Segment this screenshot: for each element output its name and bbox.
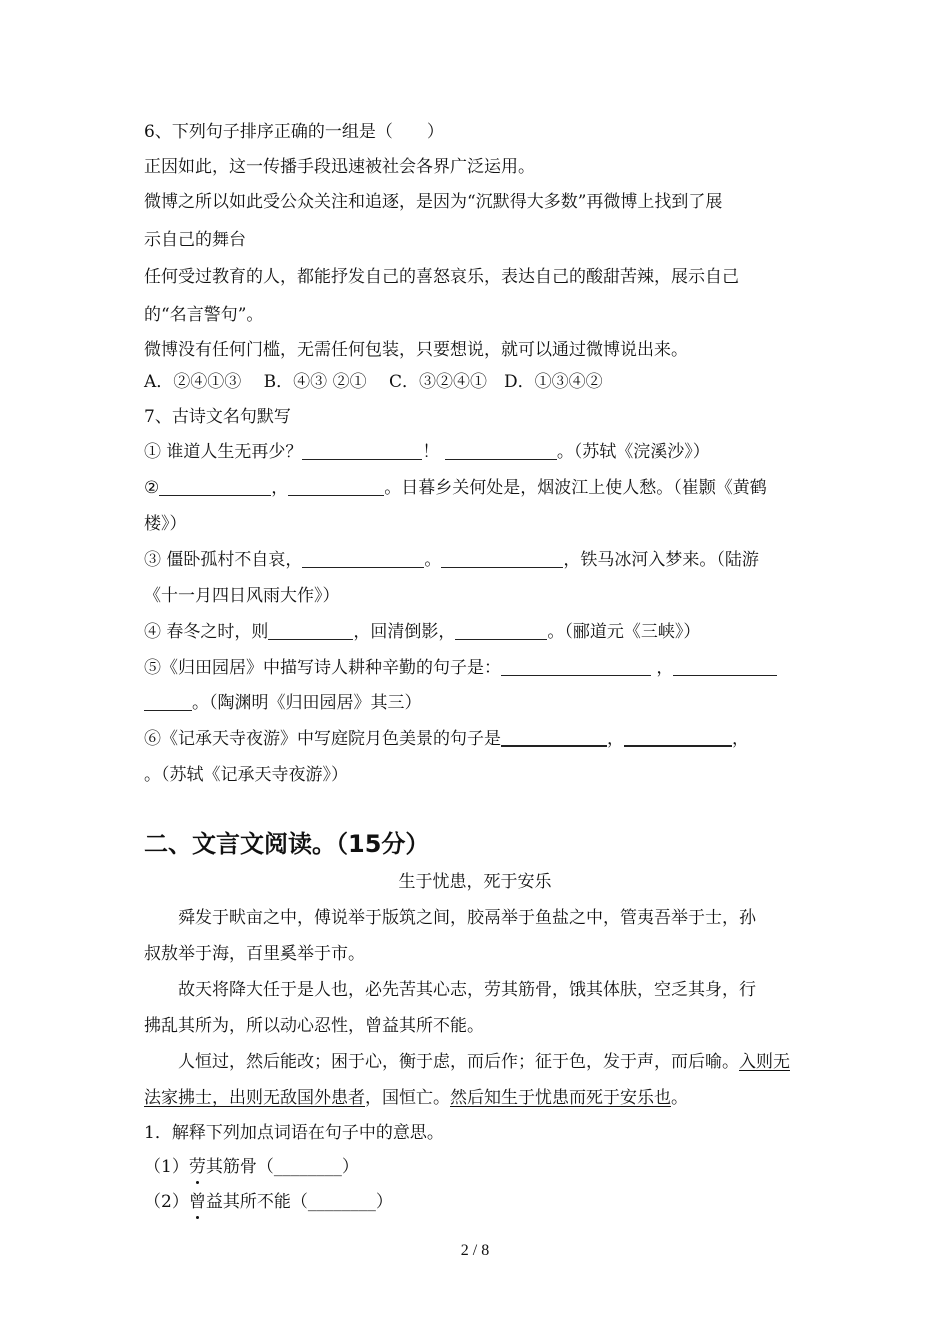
underlined-sentence: 入则无 [739, 1052, 790, 1072]
q7-item-4 [144, 620, 700, 644]
underlined-sentence-2: 然后知生于忧患而死于安乐也 [450, 1088, 671, 1108]
q7-item-3-text-2: ，铁马冰河入梦来。（陆游 [563, 550, 759, 570]
answer-blank[interactable] [445, 441, 557, 460]
answer-blank[interactable] [501, 657, 651, 676]
dotted-word: 曾 [188, 1192, 206, 1212]
passage-title: 生于忧患，死于安乐 [398, 872, 552, 892]
passage-p2-line1: 故天将降大任于是人也，必先苦其心志，劳其筋骨，饿其体肤，空乏其身，行 [178, 980, 756, 1000]
answer-blank[interactable] [624, 727, 732, 747]
q7-stem: 7、古诗文名句默写 [144, 407, 291, 427]
q7-item-6-punct: ， [607, 729, 624, 749]
answer-blank[interactable] [501, 727, 607, 747]
q7-item-2-cont: 楼》） [144, 514, 187, 534]
passage-p3-text: 人恒过，然后能改；困于心，衡于虑，而后作；征于色，发于声，而后喻。 [178, 1052, 739, 1072]
passage-p1-line2: 叔敖举于海，百里奚举于市。 [144, 944, 365, 964]
answer-blank[interactable] [268, 621, 353, 640]
q7-item-3-cont: 《十一月四日风雨大作》） [144, 586, 340, 606]
section-heading: 二、文言文阅读。（15分） [144, 830, 430, 858]
q6-sentence-2b: 示自己的舞台 [144, 230, 246, 250]
answer-blank[interactable] [302, 549, 424, 568]
item-number: （2） [144, 1192, 189, 1212]
q6-sentence-3a: 任何受过教育的人，都能抒发自己的喜怒哀乐，表达自己的酸甜苦辣，展示自己 [144, 267, 739, 287]
q7-item-6 [144, 727, 749, 751]
q6-stem: 6、下列句子排序正确的一组是（ ） [144, 122, 444, 142]
answer-blank[interactable] [673, 657, 777, 676]
passage-p3-line2 [144, 1086, 688, 1110]
q6-sentence-3b: 的“名言警句”。 [144, 305, 264, 325]
answer-blank[interactable] [455, 621, 547, 640]
q7-item-1-punct: ！ [422, 442, 440, 462]
section2-q1-item-1 [144, 1155, 359, 1179]
q7-item-6-cont: 。（苏轼《记承天寺夜游》） [144, 765, 348, 785]
q7-item-6-punct-2: ， [732, 729, 749, 749]
q7-item-1-text: ① 谁道人生无再少？ [144, 442, 303, 462]
item-number: （1） [144, 1157, 189, 1177]
q7-item-2-number: ② [144, 478, 160, 498]
q7-item-3-text: ③ 僵卧孤村不自哀， [144, 550, 303, 570]
q6-options: A．②④①③ B．④③ ②① C．③②④① D．①③④② [144, 372, 603, 392]
q6-sentence-4: 微博没有任何门槛，无需任何包装，只要想说，就可以通过微博说出来。 [144, 340, 688, 360]
underlined-sentence: 法家拂士，出则无敌国外患者 [144, 1088, 365, 1108]
q7-item-3 [144, 548, 759, 572]
q7-item-3-punct: 。 [424, 550, 442, 570]
q7-item-4-text: ④ 春冬之时，则 [144, 622, 269, 642]
passage-p1-line1: 舜发于畎亩之中，傅说举于版筑之间，胶鬲举于鱼盐之中，管夷吾举于士，孙 [178, 908, 756, 928]
q7-item-5-punct: ， [656, 658, 674, 678]
q7-item-2 [144, 476, 767, 500]
q6-sentence-2a: 微博之所以如此受公众关注和追逐，是因为“沉默得大多数”再微博上找到了展 [144, 192, 723, 212]
passage-p3-end: 。 [671, 1088, 688, 1108]
answer-blank[interactable] [159, 477, 271, 496]
q7-item-4-source: 。（郦道元《三峡》） [547, 622, 701, 642]
q7-item-5-source: 。（陶渊明《归田园居》其三） [192, 693, 422, 713]
item-text: 益其所不能（________） [205, 1192, 393, 1212]
passage-p2-line2: 拂乱其所为，所以动心忍性，曾益其所不能。 [144, 1016, 484, 1036]
answer-blank[interactable] [144, 692, 192, 711]
dotted-word: 劳 [188, 1157, 206, 1177]
q7-item-1 [144, 440, 710, 464]
answer-blank[interactable] [302, 441, 422, 460]
q6-sentence-1: 正因如此，这一传播手段迅速被社会各界广泛运用。 [144, 157, 535, 177]
q7-item-6-text: ⑥《记承天寺夜游》中写庭院月色美景的句子是 [144, 729, 501, 749]
passage-p3-line1 [178, 1050, 790, 1074]
item-text: 其筋骨（________） [205, 1157, 359, 1177]
q7-item-5-text: ⑤《归田园居》中描写诗人耕种辛勤的句子是： [144, 658, 501, 678]
answer-blank[interactable] [441, 549, 563, 568]
q7-item-2-punct: ， [271, 478, 289, 498]
passage-p3-text-2: ，国恒亡。 [365, 1088, 450, 1108]
page-number: 2 / 8 [460, 1242, 490, 1259]
q7-item-1-source: 。（苏轼《浣溪沙》） [556, 442, 710, 462]
section2-q1-item-2 [144, 1190, 393, 1214]
answer-blank[interactable] [288, 477, 384, 496]
section2-q1: 1．解释下列加点词语在句子中的意思。 [144, 1123, 444, 1143]
q7-item-5 [144, 656, 777, 680]
q7-item-4-text-2: ，回清倒影， [353, 622, 456, 642]
q7-item-2-text: 。日暮乡关何处是，烟波江上使人愁。（崔颢《黄鹤 [384, 478, 767, 498]
q7-item-5-cont [144, 691, 422, 715]
